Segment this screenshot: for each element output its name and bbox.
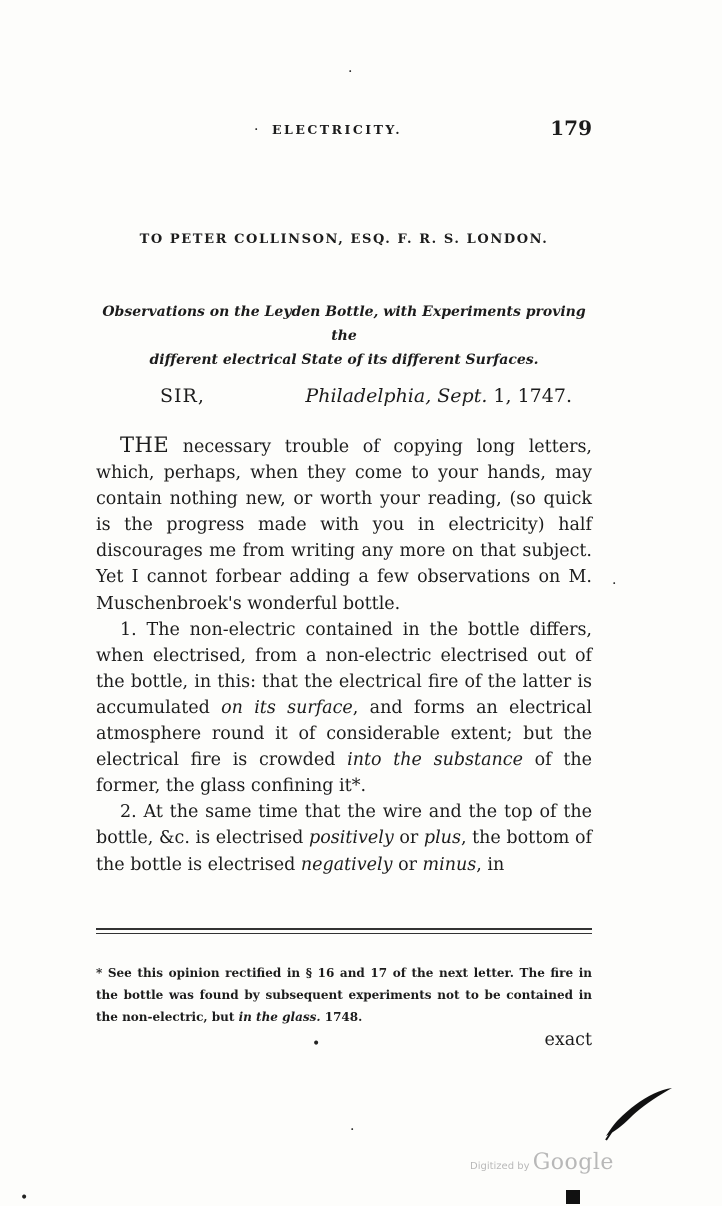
- subtitle-line-2: different electrical State of its different Surfaces.: [149, 352, 539, 368]
- running-title: ELECTRICITY.: [272, 122, 403, 137]
- google-logo-text: Google: [532, 1150, 614, 1175]
- paragraph-1-text: necessary trouble of copying long letters, which, perhaps, when they come to your hands, may contain nothing new, or worth your reading, (so quick is the progress made with you in electricity) half discourages me from writing any more on that subject. Yet I cannot forbear adding a few observations on M. Muschenbroek's wonderful bottle.: [96, 437, 592, 614]
- paragraph-1: [96, 432, 592, 617]
- letter-subtitle: [96, 300, 592, 372]
- stray-mark: ·: [612, 576, 617, 592]
- stray-mark: ·: [350, 1122, 355, 1138]
- page-corner-mark: [566, 1190, 580, 1204]
- digitized-by-google-watermark: [470, 1150, 614, 1175]
- paragraph-3-text-a: 2. At the same time that the wire and the top of the bottle, &c. is electrised: [96, 802, 592, 849]
- salutation-line: [96, 385, 592, 413]
- emphasis-minus: minus: [422, 854, 477, 875]
- digitized-by-label: Digitized by: [470, 1161, 533, 1172]
- paragraph-3-text-d: or: [392, 854, 423, 875]
- page-number: 179: [550, 116, 592, 140]
- footnote: [96, 962, 592, 1028]
- paragraph-2-text-a: 1. The non-electric contained in the bottle differs, when electrised, from a non-electric electrised out of the bottle, in this: that the electrical fire of the latter is accumulated: [96, 619, 592, 718]
- catchword: exact: [544, 1030, 592, 1050]
- emphasis-into-the-substance: into the substance: [347, 750, 523, 771]
- place-and-date: [305, 385, 572, 407]
- header-dot: ·: [254, 122, 259, 138]
- paragraph-3-text-e: , in: [476, 854, 505, 875]
- footnote-text-a: * See this opinion rectified in § 16 and 17 of the next letter. The fire in the bottle was found by subsequent experiments not to be contained in the non-electric, but: [96, 966, 592, 1024]
- subtitle-line-1: Observations on the Leyden Bottle, with Experiments proving the: [102, 304, 586, 344]
- emphasis-on-its-surface: on its surface: [221, 697, 353, 718]
- stray-mark: ·: [348, 64, 353, 80]
- salutation: SIR,: [160, 385, 205, 407]
- footnote-emphasis: in the glass.: [238, 1010, 321, 1024]
- emphasis-positively: positively: [309, 828, 394, 849]
- footnote-text-b: 1748.: [320, 1010, 363, 1024]
- paragraph-3-text-b: or: [393, 828, 424, 849]
- stray-mark: •: [312, 1036, 321, 1052]
- letter-body: [96, 432, 592, 878]
- paragraph-2-text-b: , and forms an electrical atmosphere round it of considerable extent; but the electrical fire is crowded: [96, 697, 592, 771]
- running-header: [96, 118, 592, 142]
- letter-recipient: TO PETER COLLINSON, ESQ. F. R. S. LONDON.: [139, 232, 549, 247]
- paragraph-2-text-c: of the former, the glass confining it*.: [96, 750, 592, 797]
- stray-mark: •: [20, 1190, 29, 1206]
- emphasis-plus: plus: [423, 828, 461, 849]
- quill-mark-icon: [600, 1078, 680, 1158]
- paragraph-3-text-c: , the bottom of the bottle is electrised: [96, 828, 593, 875]
- emphasis-negatively: negatively: [300, 854, 393, 875]
- place: Philadelphia, Sept.: [305, 385, 488, 407]
- paragraph-3: [96, 799, 592, 877]
- opening-word: THE: [120, 433, 170, 457]
- date: 1, 1747.: [487, 385, 572, 407]
- paragraph-2: [96, 617, 592, 800]
- footnote-rule-thin: [96, 933, 592, 934]
- footnote-rule-thick: [96, 928, 592, 930]
